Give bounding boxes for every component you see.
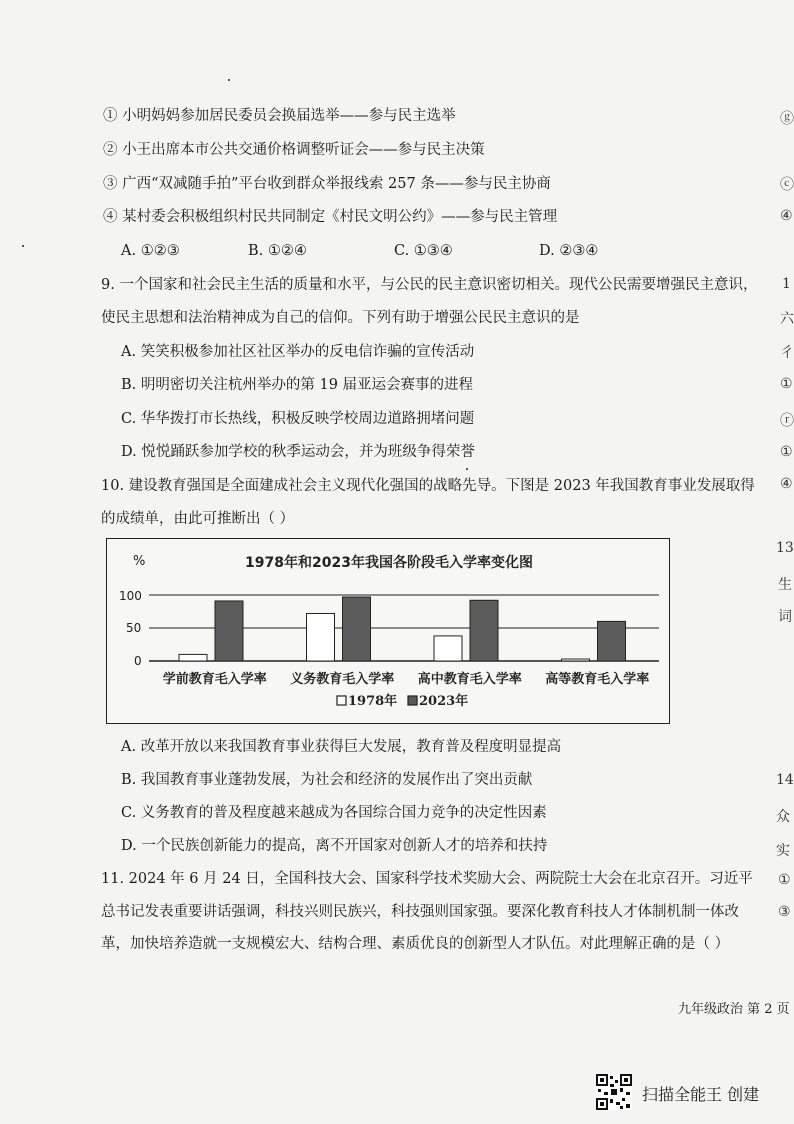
chart-ytick-100: 100 [119, 589, 142, 603]
edge-fragment: ④ [780, 476, 793, 492]
bar-2023-4 [598, 621, 626, 661]
q9-option-c: C. 华华拨打市长热线，积极反映学校周边道路拥堵问题 [121, 411, 475, 427]
page-footer: 九年级政治 第 2 页 [678, 1002, 790, 1017]
q8-item-4: ④ 某村委会积极组织村民共同制定《村民文明公约》——参与民主管理 [103, 209, 558, 225]
scan-speck [466, 468, 468, 470]
q11-line-2: 总书记发表重要讲话强调，科技兴则民族兴，科技强则国家强。要深化教育科技人才体制机制一体改 [101, 904, 739, 920]
bar-1978-1 [179, 654, 207, 661]
legend-label-2023: 2023年 [419, 694, 469, 709]
q10-option-a: A. 改革开放以来我国教育事业获得巨大发展，教育普及程度明显提高 [121, 739, 562, 755]
chart-category-label: 高中教育毛入学率 [417, 672, 522, 687]
q10-option-b: B. 我国教育事业蓬勃发展，为社会和经济的发展作出了突出贡献 [121, 772, 533, 788]
edge-fragment: ⓡ [780, 413, 794, 429]
q9-option-d: D. 悦悦踊跃参加学校的秋季运动会，并为班级争得荣誉 [121, 444, 475, 460]
edge-fragment: ⓖ [780, 111, 794, 127]
q8-option-a: A. ①②③ [121, 243, 180, 259]
chart-title: 1978年和2023年我国各阶段毛入学率变化图 [245, 555, 533, 571]
q9-option-b: B. 明明密切关注杭州举办的第 19 届亚运会赛事的进程 [121, 377, 474, 393]
edge-fragment: 生 [778, 577, 792, 593]
chart-legend [337, 693, 468, 709]
q8-item-3: ③ 广西“双减随手拍”平台收到群众举报线索 257 条——参与民主协商 [103, 176, 551, 192]
scan-speck [228, 79, 230, 81]
edge-fragment: 词 [778, 609, 792, 625]
edge-fragment: ③ [778, 904, 791, 920]
q8-option-c: C. ①③④ [394, 243, 453, 259]
qr-code-icon [596, 1074, 632, 1110]
scan-speck [22, 245, 24, 247]
q8-option-b: B. ①②④ [248, 243, 307, 259]
edge-fragment: 13 [776, 540, 794, 556]
bar-2023-1 [215, 601, 243, 661]
q9-stem-line-2: 使民主思想和法治精神成为自己的信仰。下列有助于增强公民民主意识的是 [101, 310, 580, 326]
legend-swatch-2023 [408, 696, 417, 705]
edge-fragment: 彳 [780, 345, 794, 361]
edge-fragment: 众 [776, 809, 790, 825]
q9-stem-line-1: 9. 一个国家和社会民主生活的质量和水平，与公民的民主意识密切相关。现代公民需要增强民主意识， [101, 277, 758, 293]
q11-line-1: 11. 2024 年 6 月 24 日，全国科技大会、国家科学技术奖励大会、两院院士大会在北京召开。习近平 [101, 871, 753, 887]
chart-ylabel: % [133, 554, 146, 569]
q9-option-a: A. 笑笑积极参加社区社区举办的反电信诈骗的宣传活动 [121, 344, 475, 360]
q11-line-3: 革，加快培养造就一支规模宏大、结构合理、素质优良的创新型人才队伍。对此理解正确的是（ ） [101, 936, 730, 952]
edge-fragment: ① [780, 444, 793, 460]
edge-fragment: ④ [780, 208, 793, 224]
chart-category-label: 高等教育毛入学率 [545, 672, 650, 687]
q10-stem-line-2: 的成绩单，由此可推断出（ ） [101, 511, 295, 527]
edge-fragment: 1 [782, 276, 791, 292]
edge-fragment: ① [778, 872, 791, 888]
chart-ytick-50: 50 [126, 621, 142, 635]
q8-item-1: ① 小明妈妈参加居民委员会换届选举——参与民主选举 [103, 108, 456, 124]
enrollment-chart [106, 538, 670, 724]
bar-1978-2 [307, 613, 335, 661]
bar-2023-2 [343, 597, 371, 661]
chart-category-label: 学前教育毛入学率 [162, 672, 267, 687]
legend-label-1978: 1978年 [348, 694, 398, 709]
edge-fragment: 六 [780, 311, 794, 327]
scanner-watermark: 扫描全能王 创建 [642, 1085, 760, 1104]
legend-swatch-1978 [337, 696, 346, 705]
edge-fragment: 14 [776, 772, 794, 788]
q10-stem-line-1: 10. 建设教育强国是全面建成社会主义现代化强国的战略先导。下图是 2023 年我国教育事业发展取得 [101, 478, 755, 494]
edge-fragment: 实 [776, 843, 790, 859]
bar-1978-4 [562, 659, 590, 661]
chart-ytick-0: 0 [134, 654, 142, 668]
chart-category-label: 义务教育毛入学率 [290, 672, 395, 687]
edge-fragment: ① [780, 376, 793, 392]
bar-2023-3 [470, 600, 498, 661]
enrollment-chart-svg [107, 539, 671, 725]
q8-item-2: ② 小王出席本市公共交通价格调整听证会——参与民主决策 [103, 142, 485, 158]
bar-1978-3 [434, 636, 462, 661]
q10-option-c: C. 义务教育的普及程度越来越成为各国综合国力竞争的决定性因素 [121, 805, 547, 821]
q8-option-d: D. ②③④ [539, 243, 599, 259]
edge-fragment: ⓒ [780, 177, 794, 193]
q10-option-d: D. 一个民族创新能力的提高，离不开国家对创新人才的培养和扶持 [121, 838, 548, 854]
